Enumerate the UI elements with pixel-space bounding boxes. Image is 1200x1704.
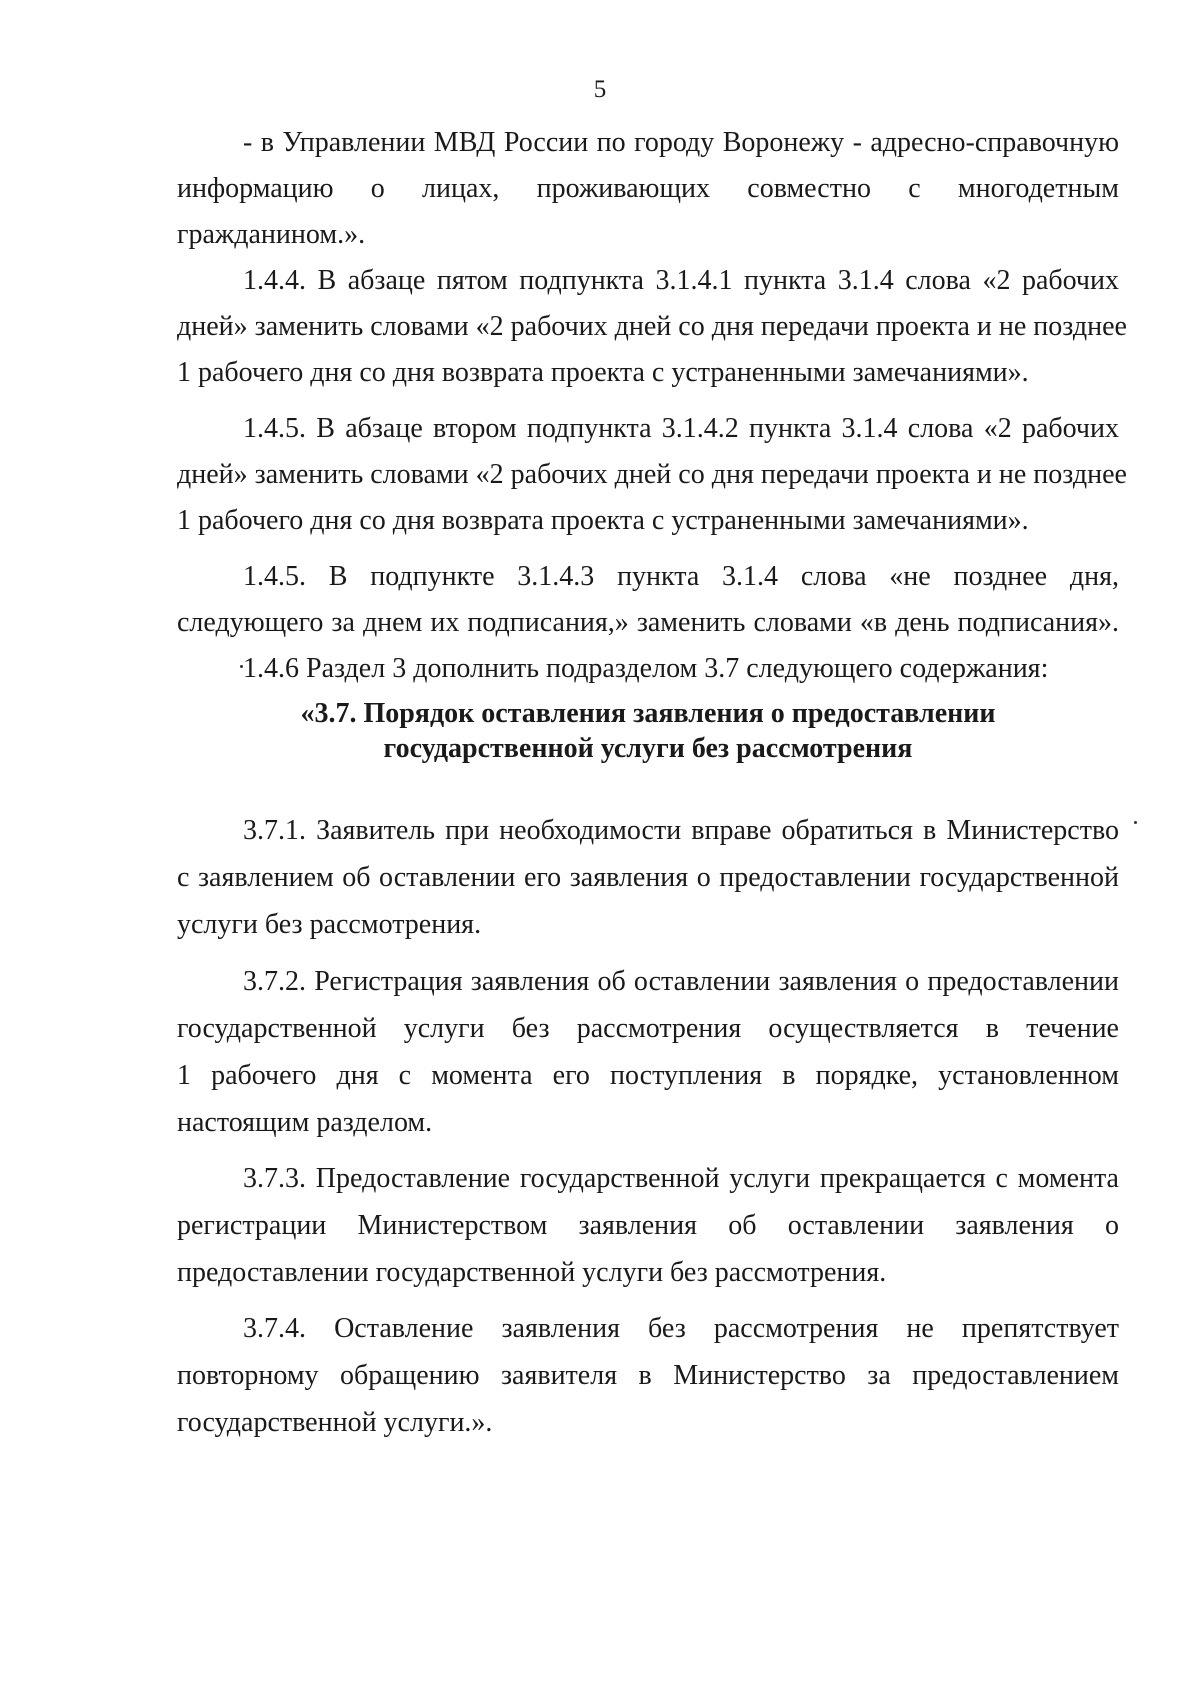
text-line: - в Управлении МВД России по городу Воронежу - адресно-справочную: [243, 127, 1119, 158]
text-line: государственной услуги без рассмотрения осуществляется в течение: [177, 1013, 1119, 1044]
text-line: 1.4.4. В абзаце пятом подпункта 3.1.4.1 пункта 3.1.4 слова «2 рабочих: [243, 265, 1119, 296]
text-line: предоставлении государственной услуги без рассмотрения.: [177, 1257, 887, 1288]
text-line: 3.7.1. Заявитель при необходимости вправе обратиться в Министерство: [243, 815, 1119, 846]
text-line: 1 рабочего дня с момента его поступления в порядке, установленном: [177, 1060, 1119, 1091]
text-line: 1 рабочего дня со дня возврата проекта с устраненными замечаниями».: [177, 505, 1029, 536]
page-number: 5: [593, 76, 607, 103]
section-heading-line: «3.7. Порядок оставления заявления о предоставлении: [300, 698, 996, 729]
scan-speck: [240, 665, 243, 668]
text-line: следующего за днем их подписания,» заменить словами «в день подписания».: [177, 607, 1119, 638]
text-line: повторному обращению заявителя в Министерство за предоставлением: [177, 1360, 1119, 1391]
text-line: услуги без рассмотрения.: [177, 909, 482, 940]
text-line: 3.7.3. Предоставление государственной услуги прекращается с момента: [243, 1163, 1119, 1194]
text-line: 1.4.5. В подпункте 3.1.4.3 пункта 3.1.4 слова «не позднее дня,: [243, 561, 1119, 592]
text-line: гражданином.».: [177, 219, 366, 250]
text-line: дней» заменить словами «2 рабочих дней со дня передачи проекта и не позднее: [177, 311, 1127, 342]
text-line: информацию о лицах, проживающих совместно с многодетным: [177, 173, 1119, 204]
text-line: дней» заменить словами «2 рабочих дней со дня передачи проекта и не позднее: [177, 459, 1127, 490]
section-heading-line: государственной услуги без рассмотрения: [383, 733, 913, 764]
text-line: 3.7.2. Регистрация заявления об оставлении заявления о предоставлении: [243, 966, 1119, 997]
text-line: государственной услуги.».: [177, 1407, 493, 1438]
text-line: регистрации Министерством заявления об оставлении заявления о: [177, 1210, 1119, 1241]
text-line: настоящим разделом.: [177, 1107, 433, 1138]
text-line: 1.4.5. В абзаце втором подпункта 3.1.4.2 пункта 3.1.4 слова «2 рабочих: [243, 413, 1119, 444]
text-line: 1 рабочего дня со дня возврата проекта с устраненными замечаниями».: [177, 357, 1029, 388]
text-line: с заявлением об оставлении его заявления о предоставлении государственной: [177, 862, 1119, 893]
text-line: 3.7.4. Оставление заявления без рассмотрения не препятствует: [243, 1313, 1119, 1344]
scan-speck: [1134, 821, 1137, 824]
text-line: 1.4.6 Раздел 3 дополнить подразделом 3.7 следующего содержания:: [243, 653, 1049, 684]
